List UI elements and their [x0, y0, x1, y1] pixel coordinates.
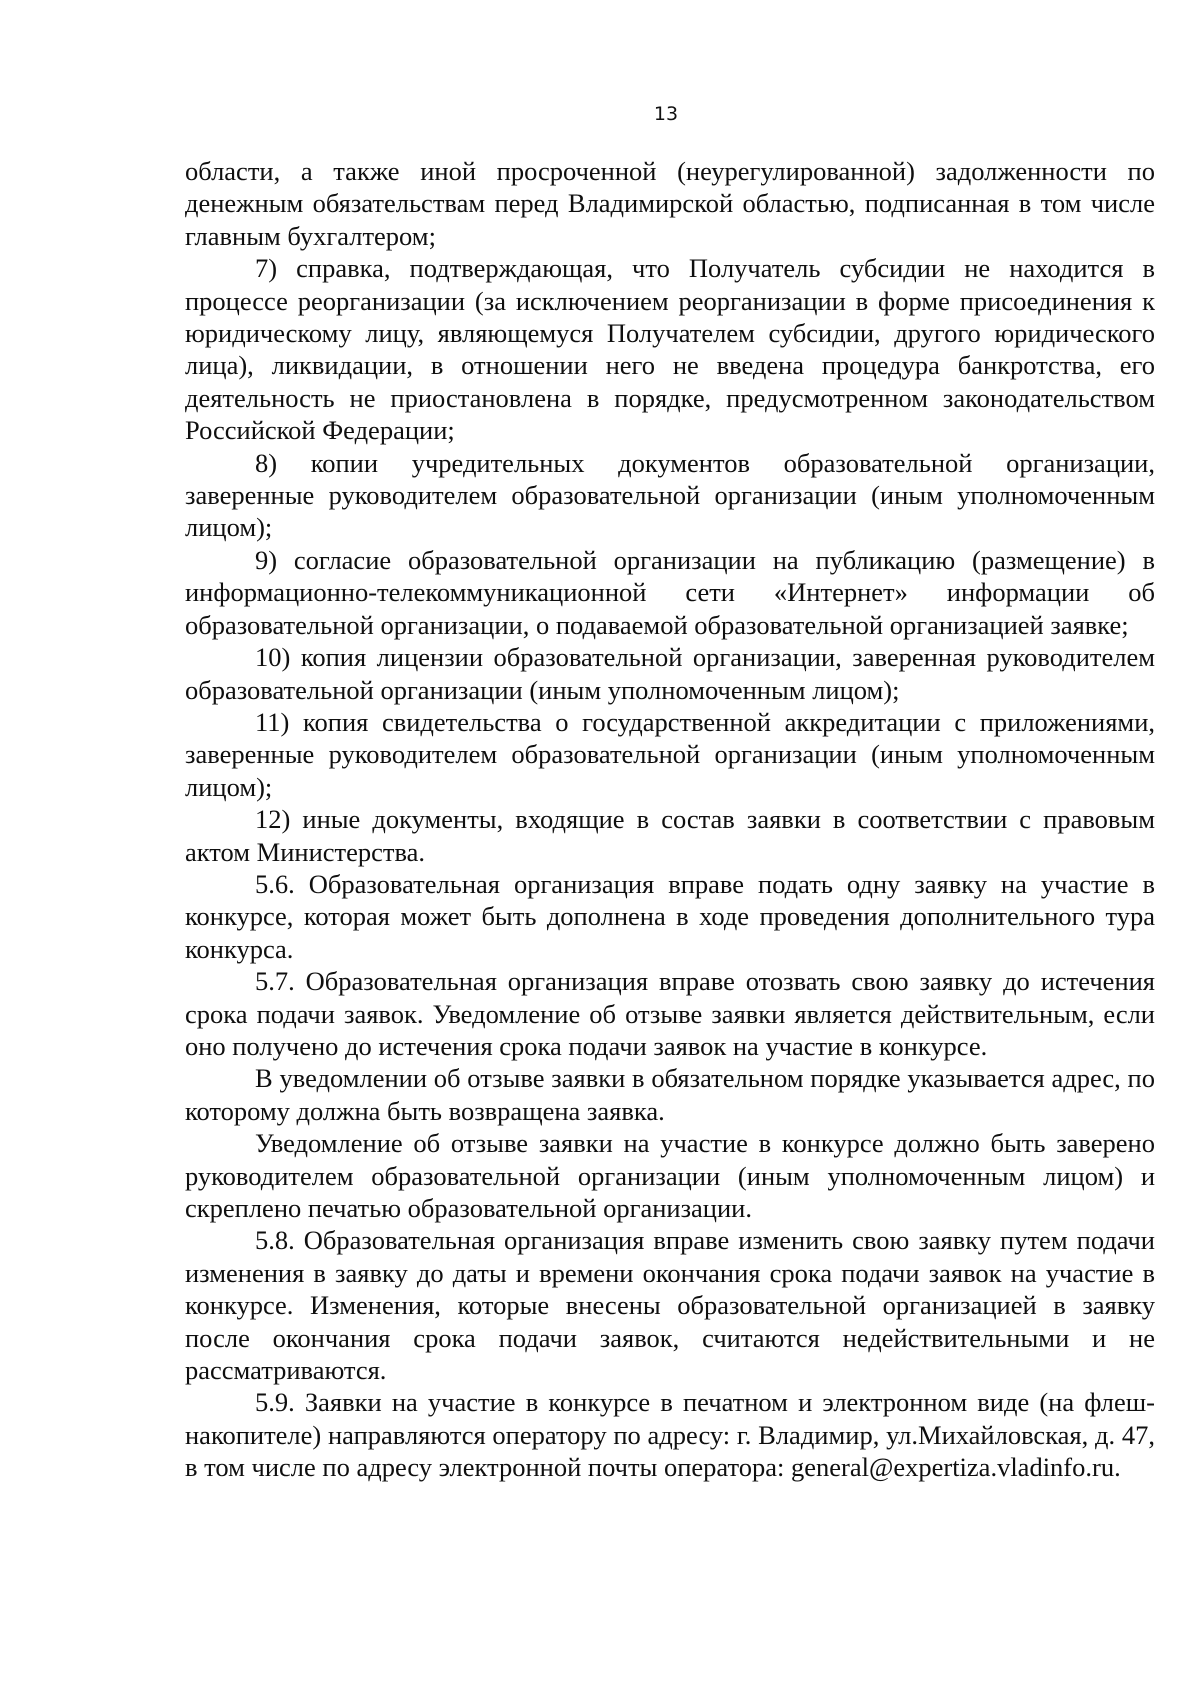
clause-5-7-notice-certification: Уведомление об отзыве заявки на участие в конкурсе должно быть заверено руководителем образовательной организации (иным уполномоченным лицом) и скреплено печатью образовательной организации. [185, 1128, 1155, 1223]
list-item-10: 10) копия лицензии образовательной организации, заверенная руководителем образовательной организации (иным уполномоченным лицом); [185, 642, 1155, 705]
list-item-11: 11) копия свидетельства о государственной аккредитации с приложениями, заверенные руководителем образовательной организации (иным уполномоченным лицом); [185, 706, 1155, 802]
document-body [185, 155, 1155, 1484]
page-number: 13 [653, 103, 679, 125]
clause-5-8: 5.8. Образовательная организация вправе изменить свою заявку путем подачи изменения в заявку до даты и времени окончания срока подачи заявок на участие в конкурсе. Изменения, которые внесены образовательной организацией в заявку после окончания срока подачи заявок, считаются недействительными и не рассматриваются. [185, 1225, 1155, 1386]
list-item-8: 8) копии учредительных документов образовательной организации, заверенные руководителем образовательной организации (иным уполномоченным лицом); [185, 447, 1155, 543]
list-item-7: 7) справка, подтверждающая, что Получатель субсидии не находится в процессе реорганизации (за исключением реорганизации в форме присоединения к юридическому лицу, являющемуся Получателем субсидии, другого юридического лица), ликвидации, в отношении него не введена процедура банкротства, его деятельность не приостановлена в порядке, предусмотренном законодательством Российской Федерации; [185, 253, 1155, 446]
clause-5-7-notice-address: В уведомлении об отзыве заявки в обязательном порядке указывается адрес, по которому должна быть возвращена заявка. [185, 1063, 1155, 1126]
clause-5-9: 5.9. Заявки на участие в конкурсе в печатном и электронном виде (на флеш-накопителе) направляются оператору по адресу: г. Владимир, ул.Михайловская, д. 47, в том числе по адресу электронной почты оператора: general@expertiza.vladinfo.ru. [185, 1387, 1155, 1483]
paragraph-continuation: области, а также иной просроченной (неурегулированной) задолженности по денежным обязательствам перед Владимирской областью, подписанная в том числе главным бухгалтером; [185, 156, 1155, 251]
clause-5-7: 5.7. Образовательная организация вправе отозвать свою заявку до истечения срока подачи заявок. Уведомление об отзыве заявки является действительным, если оно получено до истечения срока подачи заявок на участие в конкурсе. [185, 966, 1155, 1061]
list-item-12: 12) иные документы, входящие в состав заявки в соответствии с правовым актом Министерства. [185, 804, 1155, 867]
clause-5-6: 5.6. Образовательная организация вправе подать одну заявку на участие в конкурсе, которая может быть дополнена в ходе проведения дополнительного тура конкурса. [185, 868, 1155, 964]
list-item-9: 9) согласие образовательной организации на публикацию (размещение) в информационно-телекоммуникационной сети «Интернет» информации об образовательной организации, о подаваемой образовательной организацией заявке; [185, 544, 1155, 640]
